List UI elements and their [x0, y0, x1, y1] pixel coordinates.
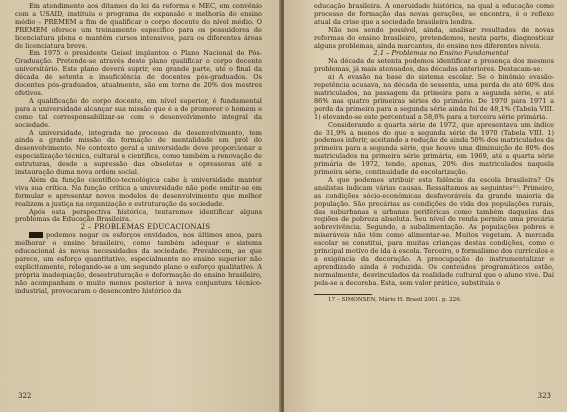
section-paragraph: [15, 232, 262, 295]
section-heading: 2 – PROBLEMAS EDUCACIONAIS: [80, 223, 211, 232]
left-page-text: [15, 3, 262, 296]
paragraph: A qualificação do corpo docente, em nível superior, é fundamental para a universidade alcançar sua missão que é a de promover o homem e como tal corresponsabilizar-se com o desenvolvimento integral da sociedade.: [15, 96, 262, 129]
paragraph: Considerando a quarta série de 1972, que apresentava um índice de 31,9% a menos do que a segunda série de 1970 (Tabela VIII. 1) podemos inferir, aceitando a redução de ainda 50% dos matriculados da primeira para a segunda série, que houve uma diminuição de 80% dos matriculados na primeira série primária, em 1969, até a quarta série primária de 1972, tendo, apenas, 20% dos matriculados naquela primeira série, continuidade de escolarização.: [314, 120, 554, 177]
section-paragraph-text: podemos negar os esforços envidados, nos últimos anos, para melhorar o ensino brasileiro, como também adequar o sistema educacional às novas necessidades da sociedade. Prevalecem, ao que parece, um esforço quantitativo, especialmente no ensino superior não explicitamente, relegando-se a um segundo plano o esforço qualitativo. A própria inadequação, desestruturação e deformação do ensino brasileiro, não acompanham o muito menos posterior à nova conjuntura técnico-industrial, provocaram o desencontro histórico da: [15, 231, 262, 295]
paragraph: Além da função científico-tecnológica cabe à universidade manter viva sua crítica. Na função crítica a universidade não pode omitir-se em formular e apresentar novos modelos de desenvolvimento que melhor realizem a justiça na organização e estruturação da sociedade.: [15, 175, 262, 208]
page-number-right: 323: [537, 392, 551, 400]
redaction-mark: [29, 232, 43, 238]
left-page: [0, 0, 281, 412]
paragraph: educação brasileira. A oneruidade histórica, na qual a educação como processo de formação das novas gerações, se encontra, é o reflexo atual da crise que a sociedade brasileira lendra.: [314, 2, 554, 26]
paragraph: A universidade, integrada no processo de desenvolvimento, tem ainda a grande missão da formação de mentalidade em prol do desenvolvimento. No contexto geral a universidade deve proporcionar a especialização técnica, cultural e científica, como também a renovação de estruturas, desde a supressão das obsoletas e opressoras até a instauração duma nova ordem social.: [15, 128, 262, 177]
paragraph: a) A evasão na base do sistema escolar. Se o binômio evasão-repetência acusava, na década de sessenta, uma perda de até 60% dos matriculados, na passagem da primeira para a segunda série, e até 86% nas quatro primeiras séries do primário. De 1970 para 1971 a perda da primeira para a segunda série ainda foi de 48,1% (Tabela VIII. 1) elevando-se este percentual a 58,6% para a terceira série primária.: [314, 73, 554, 121]
page-number-left: 322: [18, 392, 32, 400]
footnote-rule: [314, 294, 372, 295]
paragraph: Em atendimento aos ditames da lei da reforma e MEC, em convênio com a USAID, instituiu o programa de expansão e melhoria do ensino médio – PREMEM a fim de qualificar o corpo docente do nível médio. O PREMEM oferece um treinamento específico para os possuidores de licenciatura plena e mantém cursos intensivos, para os diferentes áreas de licenciatura breve.: [15, 2, 262, 50]
paragraph: A que podemos atribuir esta falência da escola brasileira? Os analistas indicam várias causas. Ressaltamos as seguintes¹⁷: Primeiro, as condições sócio-econômicas desfavoráveis da grande maioria da população. São precárias as condições de vida dos populações rurais, das suburbanas e urbanas periféricas como também daquelas das regiões de pobreza absoluta. Seu nível de renda permite uma precária sobrevivência. Segundo, a subalimentação. As populações pobres e miseráveis não têm como alimentar-se. Muitos vegetam. A mercada escolar se constitui, para muitas crianças destas condições, como o principal motivo de ida à escola. Terceiro, o formalismo dos currículos e a exigência da decoração. A preocupação do instrumentalizar o aprendizado ainda é reduzida. Os conteúdos programáticos estão, normalmente, desvinculados da realidade cultural que o aluno vive. Daí pela-se a decoreba. Esta, sem valor prático, substituía o: [314, 175, 554, 287]
paragraph: Após esta perspectiva histórica, tentaremos identificar alguns problemas da Educação Brasileira.: [15, 207, 262, 224]
footnote: 17 – SIMONSEN, Mário H. Brasil 2001. p. 226.: [328, 297, 462, 304]
paragraph: Não nos sendo possível, ainda, analisar resultados de novas reformas do ensino brasileiro, pretendemos, nesta parte, diagnosticar alguns problemas, ainda marcantes, do ensino nos diferentes níveis.: [314, 25, 554, 50]
right-page: [284, 0, 567, 412]
paragraph: Em 1975 o presidente Geisel implantou o Plano Nacional de Pós-Graduação. Pretende-se através deste plano qualificar o corpo docente universitário. Este plano deverá suprir, em grande parte, até o final da década de setenta a insuficiência de docentes pós-graduados. Os docentes pós-graduados, atualmente, são em torno de 20% dos mestres efetivos.: [15, 49, 262, 97]
right-page-text: [314, 3, 554, 305]
subsection-heading: 2.1 – Problemas no Ensino Fundamental: [373, 49, 509, 58]
paragraph: Na década de setenta podemos identificar a presença dos mesmos problemas, já mais atenuados, das décadas anteriores. Destacam-se:: [314, 57, 554, 74]
